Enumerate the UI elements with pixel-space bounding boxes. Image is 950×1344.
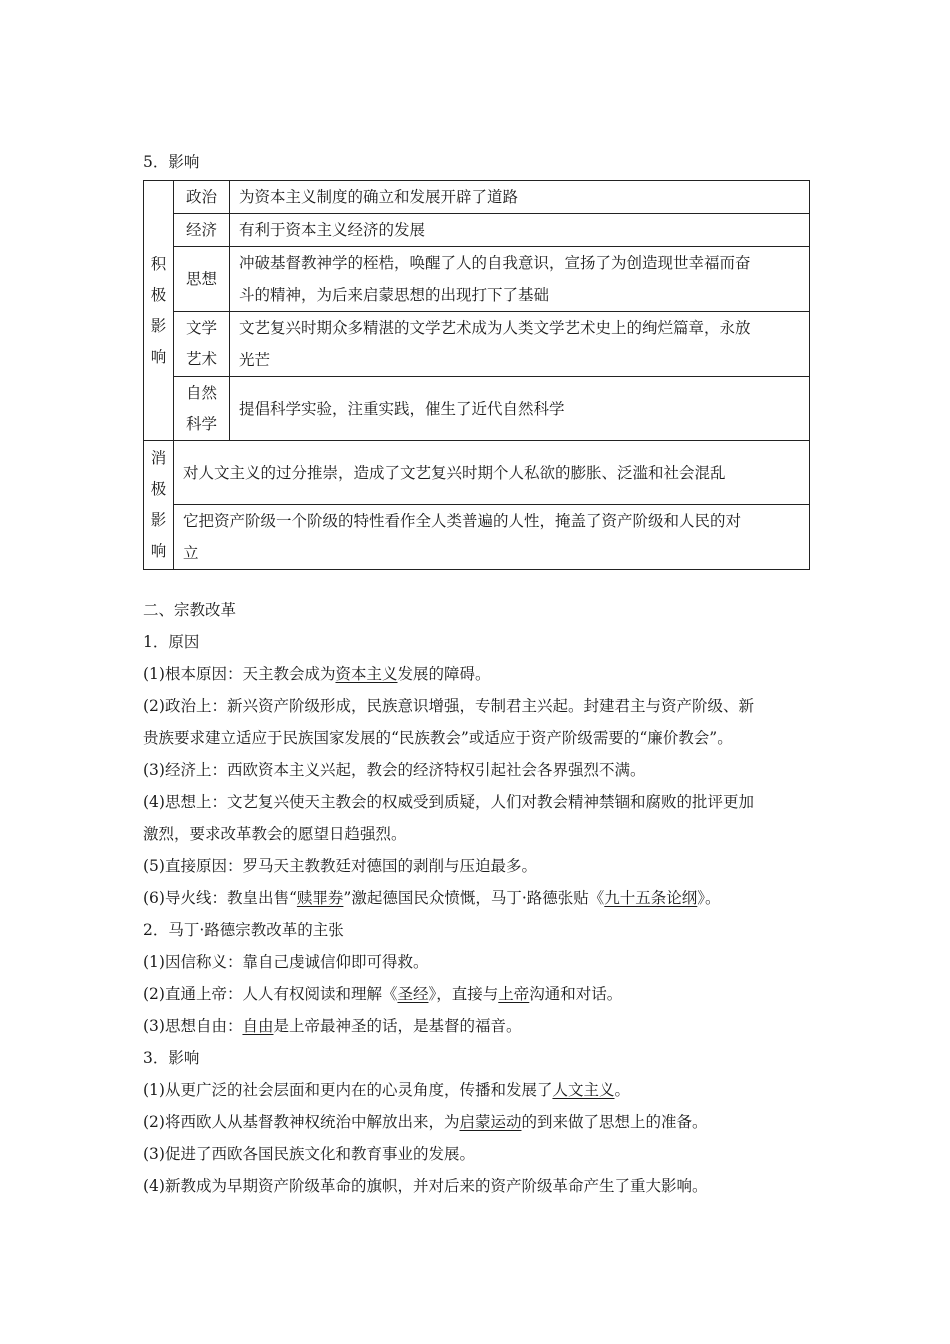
table-row <box>144 181 810 214</box>
list-item: (1)根本原因：天主教会成为资本主义发展的障碍。 <box>143 665 491 683</box>
table-row <box>144 214 810 247</box>
row-text-natural-science: 提倡科学实验，注重实践，催生了近代自然科学 <box>230 377 810 441</box>
list-item: (2)将西欧人从基督教神权统治中解放出来，为启蒙运动的到来做了思想上的准备。 <box>143 1113 708 1131</box>
positive-impact-category: 积 极 影 响 <box>144 181 174 441</box>
negative-impact-text-1: 对人文主义的过分推崇，造成了文艺复兴时期个人私欲的膨胀、泛滥和社会混乱 <box>174 441 810 505</box>
row-text-literature-art: 文艺复兴时期众多精湛的文学艺术成为人类文学艺术史上的绚烂篇章，永放 光芒 <box>230 312 810 377</box>
table-row <box>144 312 810 377</box>
table-row <box>144 377 810 441</box>
list-item: (4)新教成为早期资产阶级革命的旗帜，并对后来的资产阶级革命产生了重大影响。 <box>143 1177 708 1195</box>
table-row <box>144 505 810 570</box>
row-label-economy: 经济 <box>174 214 230 247</box>
list-item: (6)导火线：教皇出售“赎罪券”激起德国民众愤慨，马丁·路德张贴《九十五条论纲》。 <box>143 889 721 907</box>
row-label-natural-science: 自然 科学 <box>174 377 230 441</box>
impact-section-title: 5．影响 <box>143 153 200 171</box>
subsection-title: 1．原因 <box>143 633 200 651</box>
list-item: (1)从更广泛的社会层面和更内在的心灵角度，传播和发展了人文主义。 <box>143 1081 630 1099</box>
subsection-title: 2．马丁·路德宗教改革的主张 <box>143 921 344 939</box>
list-item-continued: 激烈，要求改革教会的愿望日趋强烈。 <box>143 825 407 843</box>
list-item: (2)政治上：新兴资产阶级形成，民族意识增强，专制君主兴起。封建君主与资产阶级、新 <box>143 697 754 715</box>
list-item: (2)直通上帝：人人有权阅读和理解《圣经》，直接与上帝沟通和对话。 <box>143 985 623 1003</box>
row-text-politics: 为资本主义制度的确立和发展开辟了道路 <box>230 181 810 214</box>
list-item: (4)思想上：文艺复兴使天主教会的权威受到质疑，人们对教会精神禁锢和腐败的批评更加 <box>143 793 754 811</box>
subsection-title: 3．影响 <box>143 1049 200 1067</box>
impact-table <box>143 180 810 570</box>
negative-impact-category: 消 极 影 响 <box>144 441 174 570</box>
row-text-economy: 有利于资本主义经济的发展 <box>230 214 810 247</box>
list-item: (5)直接原因：罗马天主教教廷对德国的剥削与压迫最多。 <box>143 857 537 875</box>
list-item: (3)经济上：西欧资本主义兴起，教会的经济特权引起社会各界强烈不满。 <box>143 761 646 779</box>
list-item-continued: 贵族要求建立适应于民族国家发展的“民族教会”或适应于资产阶级需要的“廉价教会”。 <box>143 729 733 747</box>
list-item: (3)思想自由：自由是上帝最神圣的话，是基督的福音。 <box>143 1017 522 1035</box>
document-body <box>143 146 810 1202</box>
reformation-section <box>143 594 810 1202</box>
list-item: (3)促进了西欧各国民族文化和教育事业的发展。 <box>143 1145 475 1163</box>
negative-impact-text-2: 它把资产阶级一个阶级的特性看作全人类普遍的人性，掩盖了资产阶级和人民的对 立 <box>174 505 810 570</box>
row-text-thought: 冲破基督教神学的桎梏，唤醒了人的自我意识，宣扬了为创造现世幸福而奋 斗的精神，为后来启蒙思想的出现打下了基础 <box>230 247 810 312</box>
table-row <box>144 441 810 505</box>
section-heading: 二、宗教改革 <box>143 601 237 619</box>
row-label-thought: 思想 <box>174 247 230 312</box>
list-item: (1)因信称义：靠自己虔诚信仰即可得救。 <box>143 953 429 971</box>
row-label-literature-art: 文学 艺术 <box>174 312 230 377</box>
row-label-politics: 政治 <box>174 181 230 214</box>
table-row <box>144 247 810 312</box>
